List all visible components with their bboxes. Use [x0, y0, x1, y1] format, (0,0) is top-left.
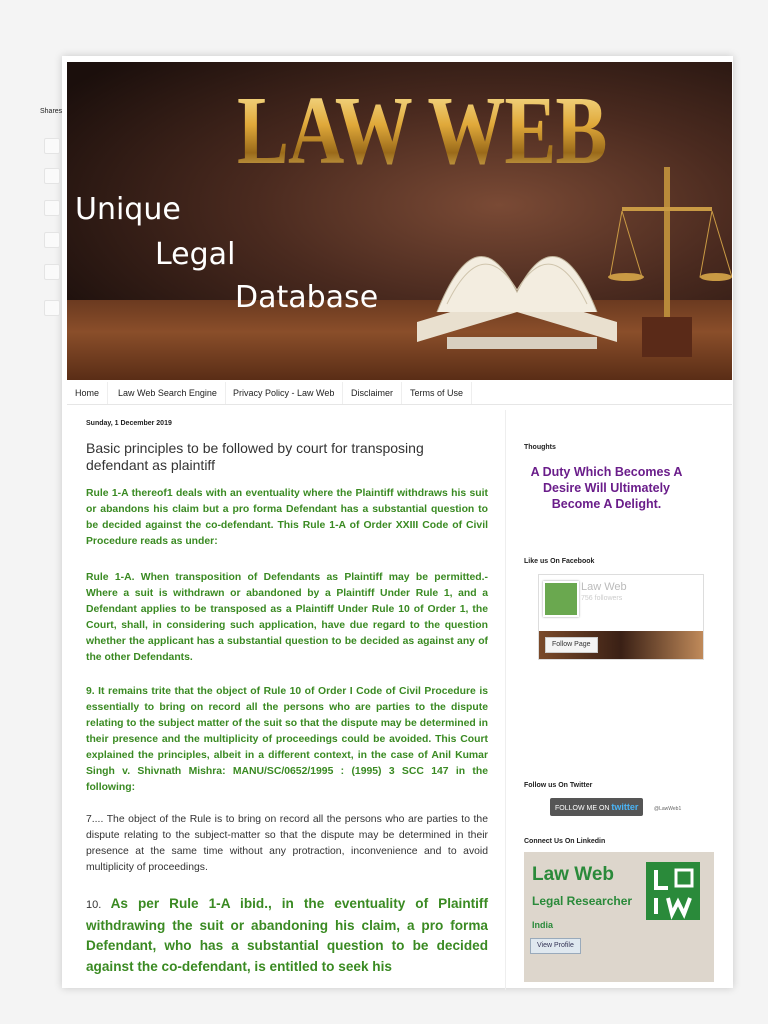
blog-header-banner[interactable]	[67, 62, 732, 380]
paragraph-number: 10.	[86, 899, 111, 911]
share-twitter-button[interactable]	[44, 168, 60, 184]
brand-title: LAW WEB	[237, 74, 606, 187]
twitter-logo-icon: twitter	[611, 802, 639, 812]
facebook-followers: 756 followers	[581, 595, 623, 602]
view-profile-button[interactable]: View Profile	[530, 938, 581, 954]
linkedin-profile-badge[interactable]	[524, 852, 714, 982]
nav-terms-link[interactable]: Terms of Use	[402, 382, 472, 404]
paragraph-5-text: As per Rule 1-A ibid., in the eventuality of Plaintiff withdrawing the suit or abandoning his claim, a pro forma Defendant, who has a substantial question to be decided against the co-defendant, is entitled to seek his	[86, 896, 488, 974]
lw-logo-icon	[646, 862, 700, 920]
post-paragraph-2: Rule 1-A. When transposition of Defendants as Plaintiff may be permitted.- Where a suit is withdrawn or abandoned by a Plaintiff Under Rule 1, and a Defendant applies to be transposed as a Plaintiff Under Rule 10 of Order 1, the Court, shall, in considering such application, have due regard to the question whether the applicant has a substantial question to be decided as against any of the other Defendants.	[86, 572, 488, 663]
linkedin-role: Legal Researcher	[532, 894, 633, 908]
post-title[interactable]: Basic principles to be followed by court for transposing defendant as plaintiff	[86, 440, 424, 473]
linkedin-name: Law Web	[532, 864, 614, 885]
thought-quote: A Duty Which Becomes A Desire Will Ultimately Become A Delight.	[530, 465, 683, 511]
nav-home-link[interactable]: Home	[67, 382, 108, 404]
top-navigation	[67, 382, 732, 405]
shares-label: Shares	[40, 108, 63, 115]
post-date: Sunday, 1 December 2019	[86, 420, 172, 427]
post-paragraph-4: 7.... The object of the Rule is to bring on record all the persons who are parties to the dispute relating to the subject-matter so that the dispute may be determined in their presence at the same time without any protraction, inconvenience and to avoid multiplicity of proceedings.	[86, 814, 488, 873]
scales-of-justice-icon	[602, 147, 732, 367]
share-facebook-button[interactable]	[44, 138, 60, 154]
twitter-handle[interactable]: @LawWeb1	[654, 806, 682, 812]
share-more-button[interactable]	[44, 300, 60, 316]
thoughts-heading: Thoughts	[524, 444, 556, 451]
law-web-logo-icon	[543, 581, 579, 617]
tagline-line-2: Legal	[155, 237, 236, 272]
nav-search-engine-link[interactable]: Law Web Search Engine	[110, 382, 226, 404]
post-paragraph-1: Rule 1-A thereof1 deals with an eventuality where the Plaintiff withdraws his suit or abandons his claim but a pro forma Defendant has a substantial question to be decided against the co-defendant. This Rule 1-A of Order XXIII Code of Civil Procedure reads as under:	[86, 488, 488, 547]
tagline-line-3: Database	[235, 280, 379, 315]
open-book-illustration	[407, 172, 627, 352]
nav-privacy-policy-link[interactable]: Privacy Policy - Law Web	[225, 382, 343, 404]
post-paragraph-5	[86, 894, 488, 977]
post-paragraph-3: 9. It remains trite that the object of Rule 10 of Order I Code of Civil Procedure is essentially to bring on record all the persons who are parties to the dispute relating to the subject matter of the suit so that the dispute may be determined in their presence and the multiplicity of proceedings could be avoided. This Court explained the principles, albeit in a different context, in the case of Anil Kumar Singh v. Shivnath Mishra: MANU/SC/0652/1995 : (1995) 3 SCC 147 in the following:	[86, 686, 488, 793]
share-linkedin-button[interactable]	[44, 200, 60, 216]
twitter-heading: Follow us On Twitter	[524, 782, 593, 789]
share-sidebar	[38, 104, 62, 354]
nav-disclaimer-link[interactable]: Disclaimer	[343, 382, 402, 404]
facebook-page-widget[interactable]	[538, 574, 704, 660]
column-divider	[505, 410, 506, 990]
facebook-heading: Like us On Facebook	[524, 558, 595, 565]
tagline-line-1: Unique	[75, 192, 181, 227]
linkedin-heading: Connect Us On Linkedin	[524, 838, 606, 845]
share-email-button[interactable]	[44, 264, 60, 280]
twitter-follow-label: FOLLOW ME ON	[555, 805, 610, 812]
facebook-page-name[interactable]: Law Web	[581, 581, 627, 593]
twitter-follow-button[interactable]	[550, 798, 643, 816]
share-print-button[interactable]	[44, 232, 60, 248]
follow-page-button[interactable]: Follow Page	[545, 637, 598, 653]
linkedin-location: India	[532, 920, 554, 930]
